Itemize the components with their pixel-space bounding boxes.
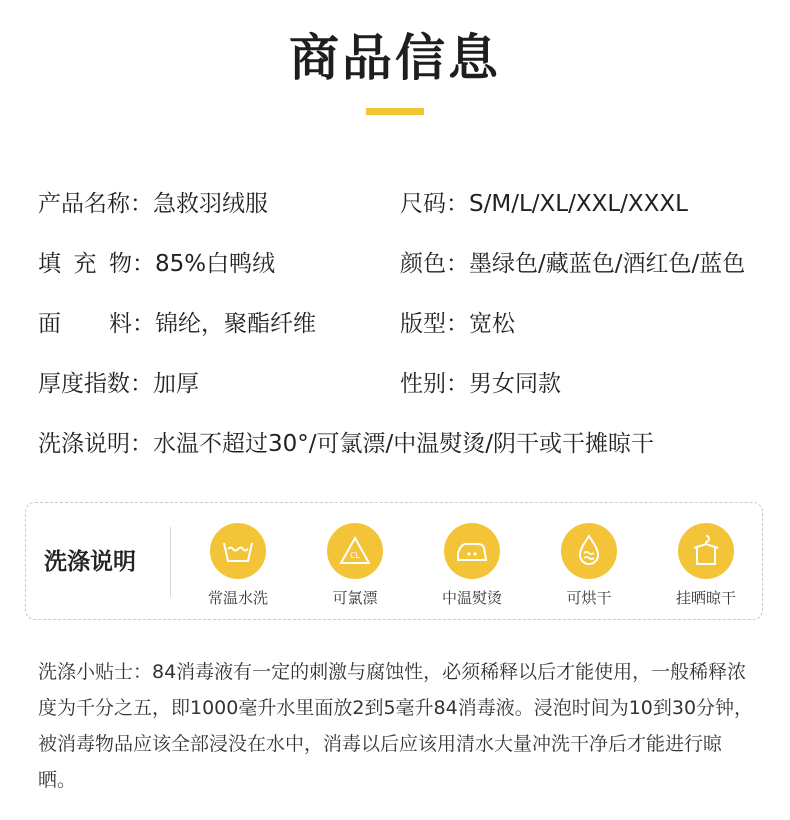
spec-gender: 性别：男女同款	[400, 364, 561, 404]
spec-name: 产品名称：急救羽绒服	[38, 184, 268, 224]
care-item-wash	[188, 523, 288, 608]
spec-row-4	[0, 364, 790, 404]
hang-dry-icon	[678, 523, 734, 579]
care-item-hang	[656, 523, 756, 608]
spec-gender-label: 性别	[400, 371, 446, 397]
care-panel	[25, 502, 763, 620]
spec-fabric-label: 面料	[38, 311, 132, 337]
spec-size-value: S/M/L/XL/XXL/XXXL	[469, 191, 688, 217]
spec-washing-value: 水温不超过30°/可氯漂/中温熨烫/阴干或干摊晾干	[153, 431, 655, 457]
spec-name-value: 急救羽绒服	[153, 191, 268, 217]
bleach-triangle-icon	[327, 523, 383, 579]
spec-fit-value: 宽松	[469, 311, 515, 337]
spec-row-5	[0, 424, 790, 464]
svg-text:CL: CL	[349, 551, 361, 560]
spec-gender-value: 男女同款	[469, 371, 561, 397]
care-divider	[170, 527, 171, 597]
spec-fabric-value: 锦纶，聚酯纤维	[155, 311, 316, 337]
spec-row-3	[0, 304, 790, 344]
spec-color: 颜色：墨绿色/藏蓝色/酒红色/蓝色	[400, 244, 745, 284]
spec-washing: 洗涤说明：水温不超过30°/可氯漂/中温熨烫/阴干或干摊晾干	[38, 424, 654, 464]
care-title: 洗涤说明	[44, 549, 136, 575]
care-item-bleach	[305, 523, 405, 608]
care-item-wash-label: 常温水洗	[207, 589, 268, 607]
spec-filling-label: 填充物	[38, 251, 132, 277]
spec-thickness: 厚度指数：加厚	[38, 364, 199, 404]
care-item-iron-label: 中温熨烫	[441, 589, 502, 607]
care-item-bleach-label: 可氯漂	[332, 589, 378, 607]
spec-size: 尺码：S/M/L/XL/XXL/XXXL	[400, 184, 688, 224]
spec-size-label: 尺码	[400, 191, 446, 217]
spec-filling: 填充物：85%白鸭绒	[38, 244, 275, 284]
spec-row-2	[0, 244, 790, 284]
title-underline	[366, 108, 424, 115]
spec-filling-value: 85%白鸭绒	[155, 251, 276, 277]
spec-row-1	[0, 184, 790, 224]
care-item-iron	[422, 523, 522, 608]
spec-thickness-value: 加厚	[153, 371, 199, 397]
care-tips-paragraph: 洗涤小贴士：84消毒液有一定的刺激与腐蚀性，必须稀释以后才能使用，一般稀释浓度为千分之五，即1000毫升水里面放2到5毫升84消毒液。浸泡时间为10到30分钟，被消毒物品应该全部浸没在水中，消毒以后应该用清水大量冲洗干净后才能进行晾晒。	[38, 661, 754, 791]
spec-washing-label: 洗涤说明	[38, 431, 130, 457]
iron-icon	[444, 523, 500, 579]
wash-basin-icon	[210, 523, 266, 579]
spec-thickness-label: 厚度指数	[38, 371, 130, 397]
spec-fit: 版型：宽松	[400, 304, 515, 344]
spec-fabric: 面料：锦纶，聚酯纤维	[38, 304, 316, 344]
care-item-hang-label: 挂晒晾干	[675, 589, 736, 607]
tumble-dry-icon	[561, 523, 617, 579]
spec-name-label: 产品名称	[38, 191, 130, 217]
care-item-dry	[539, 523, 639, 608]
spec-fit-label: 版型	[400, 311, 446, 337]
page-title: 商品信息	[289, 29, 501, 87]
care-item-dry-label: 可烘干	[566, 589, 612, 607]
spec-color-value: 墨绿色/藏蓝色/酒红色/蓝色	[469, 251, 746, 277]
spec-color-label: 颜色	[400, 251, 446, 277]
